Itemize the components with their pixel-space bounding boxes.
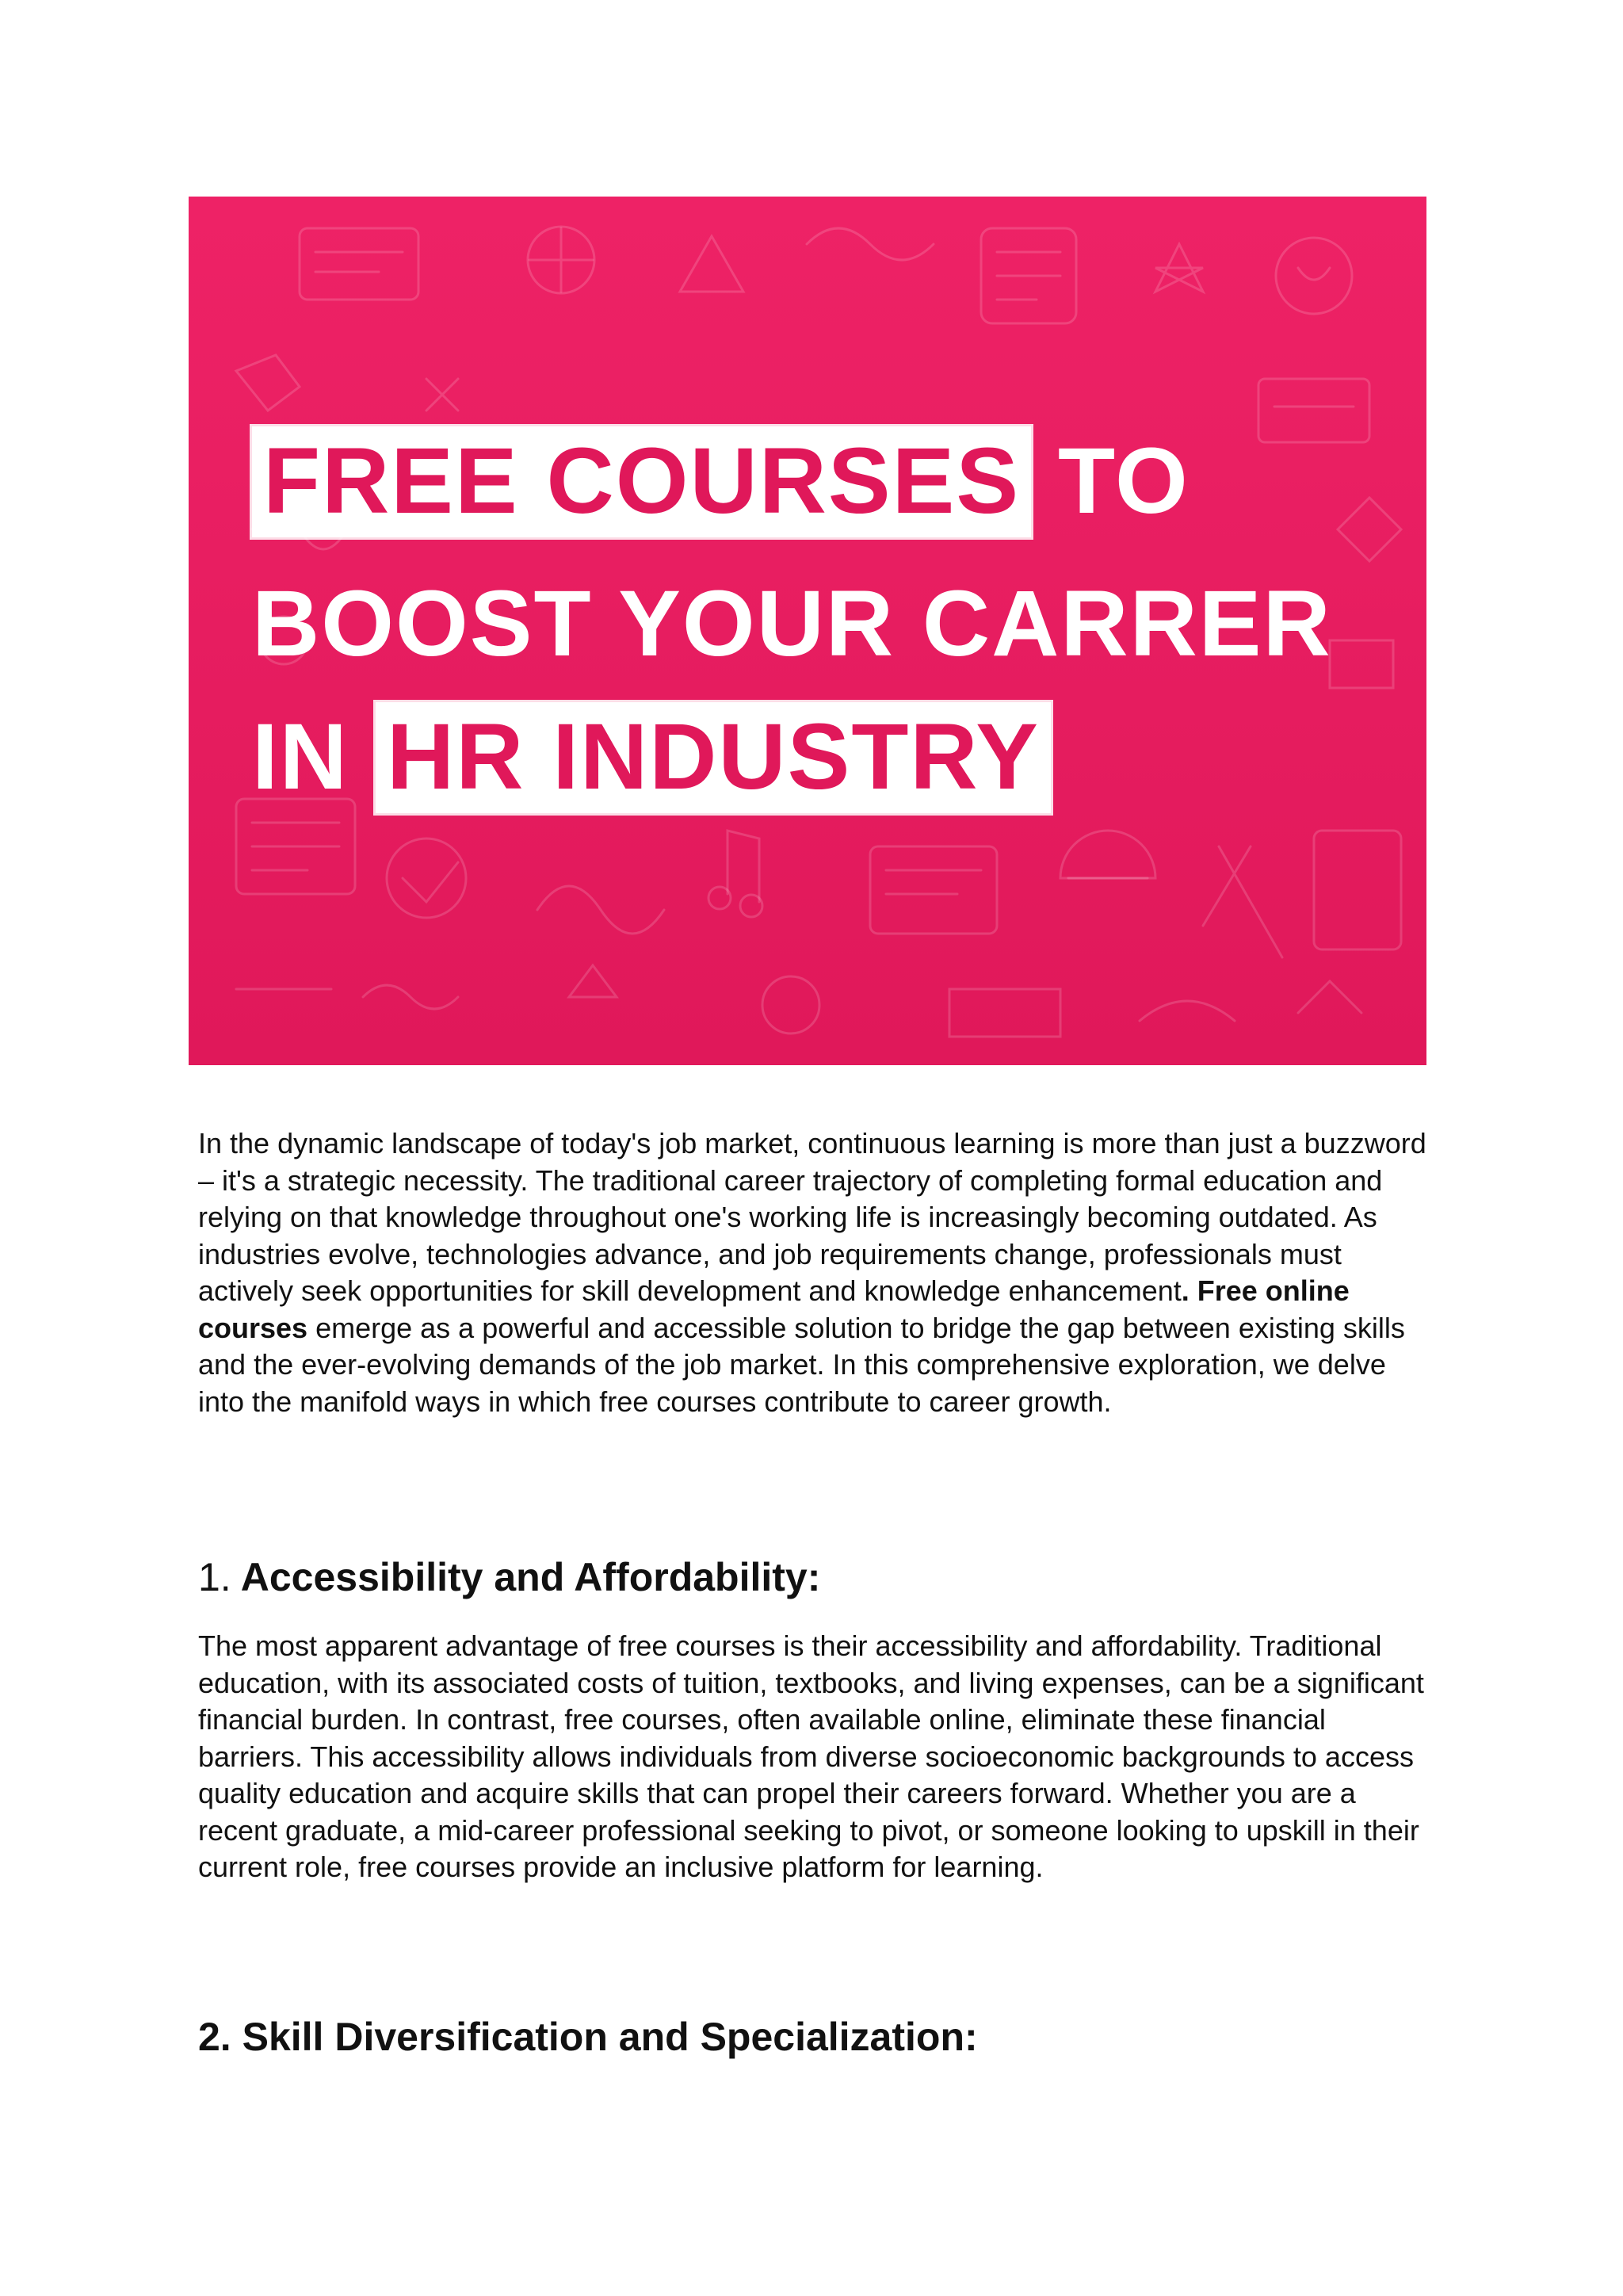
intro-text-before: In the dynamic landscape of today's job market, continuous learning is more than just a buzzword – it's a strategic necessity. The traditional career trajectory of completing formal education and relying on that knowledge throughout one's working life is increasingly becoming outdated. As industries evolve, technologies advance, and job requirements change, professionals must actively seek opportunities for skill development and knowledge enhancement	[198, 1127, 1426, 1307]
headline-word-in: IN	[252, 705, 349, 809]
hero-banner	[189, 197, 1426, 1065]
headline-highlight-free-courses: FREE COURSES	[252, 426, 1031, 537]
headline-highlight-hr-industry: HR INDUSTRY	[376, 702, 1051, 813]
section-heading-accessibility	[198, 1553, 820, 1601]
section-title: Skill Diversification and Specialization:	[242, 2015, 978, 2059]
section-paragraph-accessibility: The most apparent advantage of free courses is their accessibility and affordability. Traditional education, with its associated costs of tuition, textbooks, and living expenses, can be a significant financial burden. In contrast, free courses, often available online, eliminate these financial barriers. This accessibility allows individuals from diverse socioeconomic backgrounds to access quality education and acquire skills that can propel their careers forward. Whether you are a recent graduate, a mid-career professional seeking to pivot, or someone looking to upskill in their current role, free courses provide an inclusive platform for learning.	[198, 1629, 1424, 1883]
section-title: Accessibility and Affordability:	[240, 1555, 821, 1599]
headline-line-2	[252, 571, 1332, 676]
intro-bold-free-online-courses: . Free online courses	[198, 1274, 1350, 1344]
headline-line-3	[252, 702, 1051, 813]
section-number: 2.	[198, 2015, 231, 2059]
section-number: 1.	[198, 1555, 231, 1599]
headline-line-1	[252, 426, 1190, 537]
section-heading-skill-diversification	[198, 2013, 978, 2061]
intro-text-after: emerge as a powerful and accessible solution to bridge the gap between existing skills and the ever-evolving demands of the job market. In this comprehensive exploration, we delve into the manifold ways in which free courses contribute to career growth.	[198, 1311, 1405, 1418]
hero-headline	[189, 197, 1426, 1065]
headline-boost-your-carrer: BOOST YOUR CARRER	[252, 571, 1332, 676]
intro-paragraph	[198, 1125, 1434, 1420]
headline-word-to: TO	[1058, 429, 1190, 533]
